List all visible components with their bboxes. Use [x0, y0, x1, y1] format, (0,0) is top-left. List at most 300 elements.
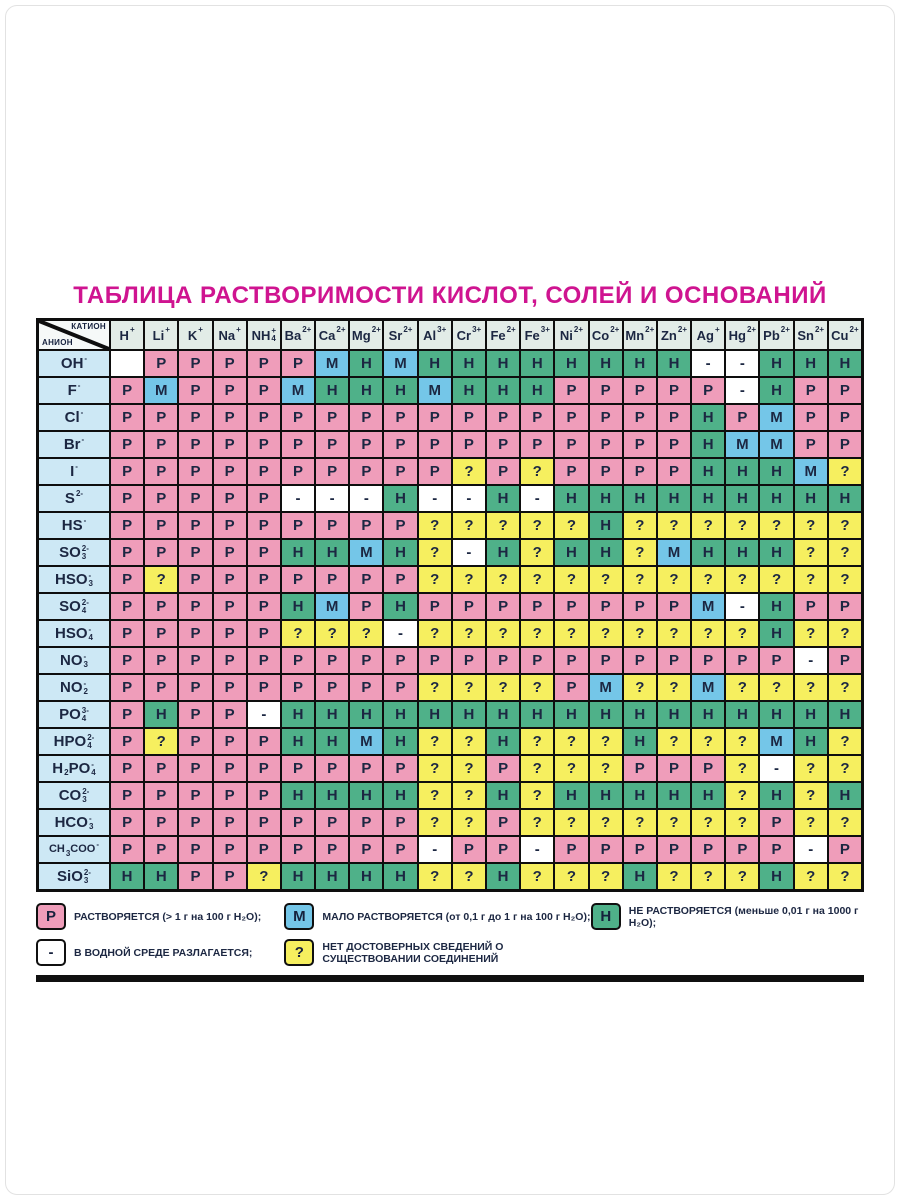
solubility-cell: Р — [213, 647, 247, 674]
solubility-cell: ? — [554, 755, 588, 782]
solubility-cell: Р — [144, 674, 178, 701]
solubility-cell: - — [315, 485, 349, 512]
solubility-cell: ? — [828, 755, 862, 782]
solubility-cell: ? — [725, 782, 759, 809]
solubility-cell: Н — [759, 458, 793, 485]
solubility-cell: Н — [315, 782, 349, 809]
cation-header-cell: Na + — [213, 320, 247, 350]
solubility-cell: Р — [828, 431, 862, 458]
solubility-cell: Р — [349, 647, 383, 674]
solubility-cell: Н — [759, 620, 793, 647]
solubility-cell: Н — [623, 863, 657, 890]
solubility-cell: Р — [178, 728, 212, 755]
solubility-cell: Р — [178, 566, 212, 593]
solubility-cell — [110, 350, 144, 377]
solubility-cell: ? — [554, 566, 588, 593]
solubility-cell: Р — [520, 593, 554, 620]
solubility-cell: Н — [828, 485, 862, 512]
solubility-cell: Р — [247, 458, 281, 485]
cation-header-cell: Ca 2+ — [315, 320, 349, 350]
solubility-cell: Р — [828, 377, 862, 404]
solubility-cell: - — [520, 836, 554, 863]
solubility-cell: Н — [657, 782, 691, 809]
solubility-cell: ? — [452, 674, 486, 701]
solubility-cell: Р — [247, 404, 281, 431]
solubility-cell: Н — [691, 458, 725, 485]
anion-label-cell: OH - — [38, 350, 110, 377]
cation-header-cell: Sr 2+ — [383, 320, 417, 350]
anion-label-cell: SiO 2- 3 — [38, 863, 110, 890]
solubility-cell: ? — [418, 728, 452, 755]
solubility-cell: Р — [213, 809, 247, 836]
solubility-cell: ? — [691, 512, 725, 539]
solubility-cell: ? — [520, 512, 554, 539]
solubility-cell: Р — [178, 512, 212, 539]
anion-label-cell: Br - — [38, 431, 110, 458]
solubility-cell: ? — [794, 674, 828, 701]
solubility-cell: Н — [486, 863, 520, 890]
solubility-cell: Р — [247, 647, 281, 674]
solubility-cell: ? — [657, 566, 691, 593]
solubility-cell: Р — [349, 566, 383, 593]
solubility-cell: Р — [178, 701, 212, 728]
solubility-cell: Р — [281, 458, 315, 485]
solubility-cell: ? — [657, 620, 691, 647]
solubility-cell: Н — [486, 728, 520, 755]
solubility-cell: М — [281, 377, 315, 404]
solubility-cell: Р — [657, 458, 691, 485]
solubility-cell: Р — [110, 404, 144, 431]
solubility-cell: Н — [281, 863, 315, 890]
solubility-cell: Р — [144, 809, 178, 836]
cation-header-cell: Hg 2+ — [725, 320, 759, 350]
solubility-cell: Р — [110, 701, 144, 728]
solubility-cell: Н — [418, 350, 452, 377]
solubility-cell: Н — [281, 701, 315, 728]
solubility-cell: Р — [589, 431, 623, 458]
solubility-cell: Р — [144, 620, 178, 647]
solubility-cell: ? — [589, 566, 623, 593]
solubility-cell: Р — [486, 593, 520, 620]
solubility-cell: Р — [110, 836, 144, 863]
solubility-cell: Н — [554, 782, 588, 809]
solubility-cell: Р — [315, 755, 349, 782]
solubility-cell: ? — [725, 755, 759, 782]
solubility-cell: Р — [623, 431, 657, 458]
solubility-cell: Р — [110, 377, 144, 404]
solubility-cell: ? — [759, 674, 793, 701]
cation-header-cell: Ba 2+ — [281, 320, 315, 350]
anion-label-cell: I - — [38, 458, 110, 485]
cation-header-cell: NH + 4 — [247, 320, 281, 350]
solubility-cell: ? — [725, 620, 759, 647]
solubility-cell: Н — [657, 701, 691, 728]
solubility-cell: Н — [828, 350, 862, 377]
solubility-cell: М — [144, 377, 178, 404]
solubility-cell: ? — [452, 782, 486, 809]
cation-header-cell: Cu 2+ — [828, 320, 862, 350]
solubility-cell: Р — [281, 350, 315, 377]
solubility-cell: М — [349, 728, 383, 755]
solubility-cell: Н — [349, 701, 383, 728]
solubility-cell: - — [725, 377, 759, 404]
solubility-cell: Н — [383, 728, 417, 755]
solubility-cell: ? — [486, 566, 520, 593]
solubility-cell: Р — [349, 836, 383, 863]
solubility-cell: Н — [691, 485, 725, 512]
bottom-black-bar — [36, 975, 864, 982]
solubility-cell: ? — [759, 566, 793, 593]
solubility-cell: ? — [520, 782, 554, 809]
solubility-cell: Р — [144, 512, 178, 539]
solubility-cell: ? — [520, 863, 554, 890]
solubility-cell: Р — [589, 377, 623, 404]
anion-label-cell: HSO - 3 — [38, 566, 110, 593]
solubility-cell: ? — [418, 674, 452, 701]
anion-label-cell: HS - — [38, 512, 110, 539]
solubility-cell: Н — [315, 701, 349, 728]
solubility-cell: Р — [178, 404, 212, 431]
solubility-cell: Н — [759, 539, 793, 566]
solubility-cell: Н — [794, 350, 828, 377]
solubility-cell: Р — [315, 512, 349, 539]
solubility-cell: ? — [657, 512, 691, 539]
solubility-cell: Н — [828, 701, 862, 728]
solubility-cell: Р — [486, 458, 520, 485]
solubility-cell: ? — [691, 566, 725, 593]
solubility-cell: ? — [725, 863, 759, 890]
solubility-cell: ? — [794, 539, 828, 566]
solubility-cell: Р — [213, 458, 247, 485]
solubility-cell: ? — [623, 539, 657, 566]
solubility-cell: ? — [554, 728, 588, 755]
solubility-cell: Р — [452, 431, 486, 458]
solubility-cell: Н — [383, 782, 417, 809]
solubility-cell: ? — [828, 620, 862, 647]
cation-header-cell: Mg 2+ — [349, 320, 383, 350]
solubility-cell: Р — [554, 647, 588, 674]
solubility-cell: Р — [349, 593, 383, 620]
solubility-cell: Р — [213, 755, 247, 782]
solubility-cell: - — [520, 485, 554, 512]
solubility-cell: ? — [725, 674, 759, 701]
solubility-cell: ? — [794, 863, 828, 890]
solubility-cell: Р — [657, 647, 691, 674]
solubility-cell: Н — [383, 593, 417, 620]
solubility-cell: Р — [623, 647, 657, 674]
solubility-cell: ? — [452, 458, 486, 485]
solubility-cell: Р — [554, 404, 588, 431]
solubility-cell: ? — [144, 566, 178, 593]
solubility-cell: Н — [589, 539, 623, 566]
solubility-cell: Р — [144, 755, 178, 782]
solubility-cell: ? — [349, 620, 383, 647]
solubility-cell: ? — [623, 512, 657, 539]
solubility-cell: Р — [178, 431, 212, 458]
solubility-cell: Н — [725, 539, 759, 566]
solubility-cell: Р — [110, 458, 144, 485]
solubility-cell: ? — [725, 728, 759, 755]
solubility-cell: Н — [691, 539, 725, 566]
solubility-cell: - — [452, 539, 486, 566]
cation-header-cell: Mn 2+ — [623, 320, 657, 350]
solubility-cell: ? — [144, 728, 178, 755]
solubility-cell: Н — [486, 701, 520, 728]
solubility-cell: ? — [589, 809, 623, 836]
solubility-cell: Р — [178, 863, 212, 890]
legend-item-soluble — [36, 903, 284, 930]
anion-label-cell: SO 2- 4 — [38, 593, 110, 620]
solubility-cell: Р — [178, 674, 212, 701]
solubility-cell: Р — [349, 674, 383, 701]
solubility-cell: Р — [110, 647, 144, 674]
solubility-cell: ? — [589, 728, 623, 755]
solubility-cell: Р — [657, 431, 691, 458]
solubility-cell: Р — [315, 647, 349, 674]
solubility-cell: Р — [383, 809, 417, 836]
solubility-cell: Р — [281, 566, 315, 593]
solubility-cell: Р — [349, 755, 383, 782]
solubility-cell: Р — [144, 836, 178, 863]
solubility-cell: ? — [794, 782, 828, 809]
solubility-cell: Р — [589, 404, 623, 431]
anion-label-cell: CH 3 COO - — [38, 836, 110, 863]
solubility-cell: Р — [315, 566, 349, 593]
solubility-cell: Р — [213, 431, 247, 458]
solubility-cell: Р — [213, 836, 247, 863]
cation-header-cell: Co 2+ — [589, 320, 623, 350]
solubility-cell: Р — [828, 836, 862, 863]
solubility-cell: Р — [794, 593, 828, 620]
solubility-cell: Н — [623, 350, 657, 377]
solubility-cell: Р — [178, 755, 212, 782]
solubility-cell: Н — [418, 701, 452, 728]
solubility-cell: Р — [144, 782, 178, 809]
solubility-cell: Н — [281, 782, 315, 809]
solubility-cell: М — [691, 674, 725, 701]
solubility-cell: ? — [828, 458, 862, 485]
solubility-cell: Р — [247, 350, 281, 377]
solubility-cell: Н — [554, 350, 588, 377]
solubility-cell: Р — [657, 836, 691, 863]
solubility-cell: Р — [213, 701, 247, 728]
legend-text-soluble: РАСТВОРЯЕТСЯ (> 1 г на 100 г H₂O); — [74, 910, 262, 923]
solubility-cell: Н — [691, 431, 725, 458]
solubility-cell: ? — [794, 809, 828, 836]
solubility-cell: ? — [828, 674, 862, 701]
solubility-cell: Р — [383, 458, 417, 485]
solubility-cell: М — [383, 350, 417, 377]
legend-text-decomposes: В ВОДНОЙ СРЕДЕ РАЗЛАГАЕТСЯ; — [74, 946, 253, 959]
solubility-cell: Р — [623, 755, 657, 782]
legend-text-no-data: НЕТ ДОСТОВЕРНЫХ СВЕДЕНИЙ О СУЩЕСТВОВАНИИ СОЕДИНЕНИЙ — [322, 940, 504, 965]
solubility-cell: Р — [725, 404, 759, 431]
solubility-cell: Р — [178, 593, 212, 620]
solubility-cell: Р — [383, 755, 417, 782]
solubility-cell: Р — [178, 377, 212, 404]
solubility-cell: Н — [315, 728, 349, 755]
solubility-cell: ? — [725, 809, 759, 836]
solubility-cell: Н — [589, 512, 623, 539]
solubility-cell: Н — [589, 701, 623, 728]
solubility-cell: Р — [110, 512, 144, 539]
solubility-poster — [36, 282, 864, 982]
solubility-cell: Р — [213, 539, 247, 566]
solubility-cell: Р — [554, 458, 588, 485]
solubility-cell: Р — [828, 593, 862, 620]
cation-header-cell: K + — [178, 320, 212, 350]
solubility-cell: Н — [657, 350, 691, 377]
solubility-cell: Р — [589, 593, 623, 620]
solubility-cell: Р — [759, 647, 793, 674]
legend-swatch-decomposes: - — [36, 939, 66, 966]
solubility-cell: Р — [418, 593, 452, 620]
solubility-cell: Н — [281, 539, 315, 566]
solubility-cell: Р — [110, 431, 144, 458]
solubility-cell: Р — [691, 836, 725, 863]
solubility-cell: Р — [520, 647, 554, 674]
solubility-cell: Н — [383, 377, 417, 404]
solubility-cell: Р — [691, 377, 725, 404]
solubility-cell: Н — [452, 377, 486, 404]
solubility-cell: ? — [452, 620, 486, 647]
solubility-cell: ? — [691, 809, 725, 836]
solubility-cell: Р — [144, 593, 178, 620]
solubility-cell: Р — [178, 809, 212, 836]
solubility-cell: Р — [110, 485, 144, 512]
solubility-cell: ? — [691, 728, 725, 755]
solubility-cell: Н — [794, 701, 828, 728]
solubility-cell: Н — [657, 485, 691, 512]
legend-swatch-no-data: ? — [284, 939, 314, 966]
solubility-cell: Р — [178, 458, 212, 485]
solubility-cell: Н — [144, 863, 178, 890]
solubility-cell: Н — [349, 782, 383, 809]
solubility-cell: - — [281, 485, 315, 512]
solubility-cell: Н — [725, 458, 759, 485]
solubility-cell: - — [247, 701, 281, 728]
solubility-cell: Н — [144, 701, 178, 728]
anion-label-cell: S 2- — [38, 485, 110, 512]
solubility-cell: Н — [452, 350, 486, 377]
solubility-cell: ? — [759, 512, 793, 539]
solubility-cell: ? — [520, 809, 554, 836]
solubility-cell: Р — [110, 809, 144, 836]
solubility-cell: Р — [383, 836, 417, 863]
solubility-cell: Н — [349, 350, 383, 377]
solubility-cell: Р — [315, 809, 349, 836]
anion-label-cell: CO 2- 3 — [38, 782, 110, 809]
solubility-cell: Н — [554, 539, 588, 566]
solubility-cell: ? — [418, 755, 452, 782]
solubility-cell: Н — [383, 701, 417, 728]
solubility-cell: М — [759, 404, 793, 431]
solubility-cell: ? — [828, 512, 862, 539]
solubility-cell: ? — [589, 755, 623, 782]
solubility-cell: Р — [281, 755, 315, 782]
solubility-cell: Р — [589, 647, 623, 674]
anion-label-cell: H 2 PO - 4 — [38, 755, 110, 782]
solubility-cell: Н — [486, 377, 520, 404]
solubility-cell: Р — [657, 404, 691, 431]
solubility-cell: ? — [794, 620, 828, 647]
solubility-cell: ? — [418, 782, 452, 809]
solubility-cell: ? — [554, 620, 588, 647]
solubility-cell: ? — [794, 755, 828, 782]
solubility-cell: Р — [144, 539, 178, 566]
legend — [36, 903, 864, 966]
solubility-cell: Н — [623, 728, 657, 755]
solubility-cell: ? — [452, 863, 486, 890]
solubility-cell: Р — [281, 809, 315, 836]
cation-header-cell: Ni 2+ — [554, 320, 588, 350]
solubility-cell: Р — [383, 431, 417, 458]
anion-label-cell: NO - 3 — [38, 647, 110, 674]
solubility-cell: Р — [315, 674, 349, 701]
solubility-cell: Р — [110, 593, 144, 620]
cation-header-cell: Al 3+ — [418, 320, 452, 350]
solubility-cell: Н — [759, 485, 793, 512]
solubility-cell: Р — [247, 485, 281, 512]
solubility-cell: Р — [281, 431, 315, 458]
solubility-cell: М — [691, 593, 725, 620]
solubility-cell: Р — [554, 836, 588, 863]
solubility-cell: Р — [315, 458, 349, 485]
solubility-cell: Р — [759, 809, 793, 836]
legend-item-no-data — [284, 939, 590, 966]
solubility-cell: ? — [418, 809, 452, 836]
solubility-cell: ? — [281, 620, 315, 647]
solubility-cell: ? — [657, 728, 691, 755]
solubility-cell: Р — [247, 539, 281, 566]
solubility-cell: Р — [247, 431, 281, 458]
solubility-cell: ? — [418, 863, 452, 890]
solubility-cell: Н — [383, 863, 417, 890]
solubility-cell: ? — [828, 809, 862, 836]
solubility-cell: Р — [828, 404, 862, 431]
solubility-cell: Р — [144, 647, 178, 674]
solubility-cell: Р — [383, 404, 417, 431]
cation-header-cell: Fe 3+ — [520, 320, 554, 350]
solubility-cell: Р — [110, 620, 144, 647]
solubility-cell: Н — [520, 350, 554, 377]
solubility-cell: Р — [110, 674, 144, 701]
solubility-cell: Н — [759, 377, 793, 404]
solubility-cell: ? — [520, 566, 554, 593]
solubility-cell: Р — [144, 350, 178, 377]
solubility-cell: Р — [213, 593, 247, 620]
solubility-cell: Р — [623, 593, 657, 620]
legend-text-slightly-soluble: МАЛО РАСТВОРЯЕТСЯ (от 0,1 г до 1 г на 100 г H₂O); — [322, 910, 591, 923]
solubility-cell: Н — [486, 350, 520, 377]
solubility-cell: Р — [383, 512, 417, 539]
solubility-cell: Н — [759, 593, 793, 620]
solubility-cell: ? — [452, 512, 486, 539]
solubility-cell: Р — [178, 485, 212, 512]
cation-header-cell: Li + — [144, 320, 178, 350]
legend-swatch-slightly-soluble: М — [284, 903, 314, 930]
solubility-cell: ? — [828, 566, 862, 593]
solubility-cell: Н — [383, 485, 417, 512]
solubility-cell: Н — [486, 782, 520, 809]
solubility-cell: Р — [110, 755, 144, 782]
solubility-cell: Р — [349, 431, 383, 458]
solubility-cell: ? — [486, 512, 520, 539]
solubility-cell: ? — [828, 863, 862, 890]
solubility-cell: Р — [144, 404, 178, 431]
solubility-cell: ? — [486, 620, 520, 647]
solubility-cell: ? — [657, 674, 691, 701]
